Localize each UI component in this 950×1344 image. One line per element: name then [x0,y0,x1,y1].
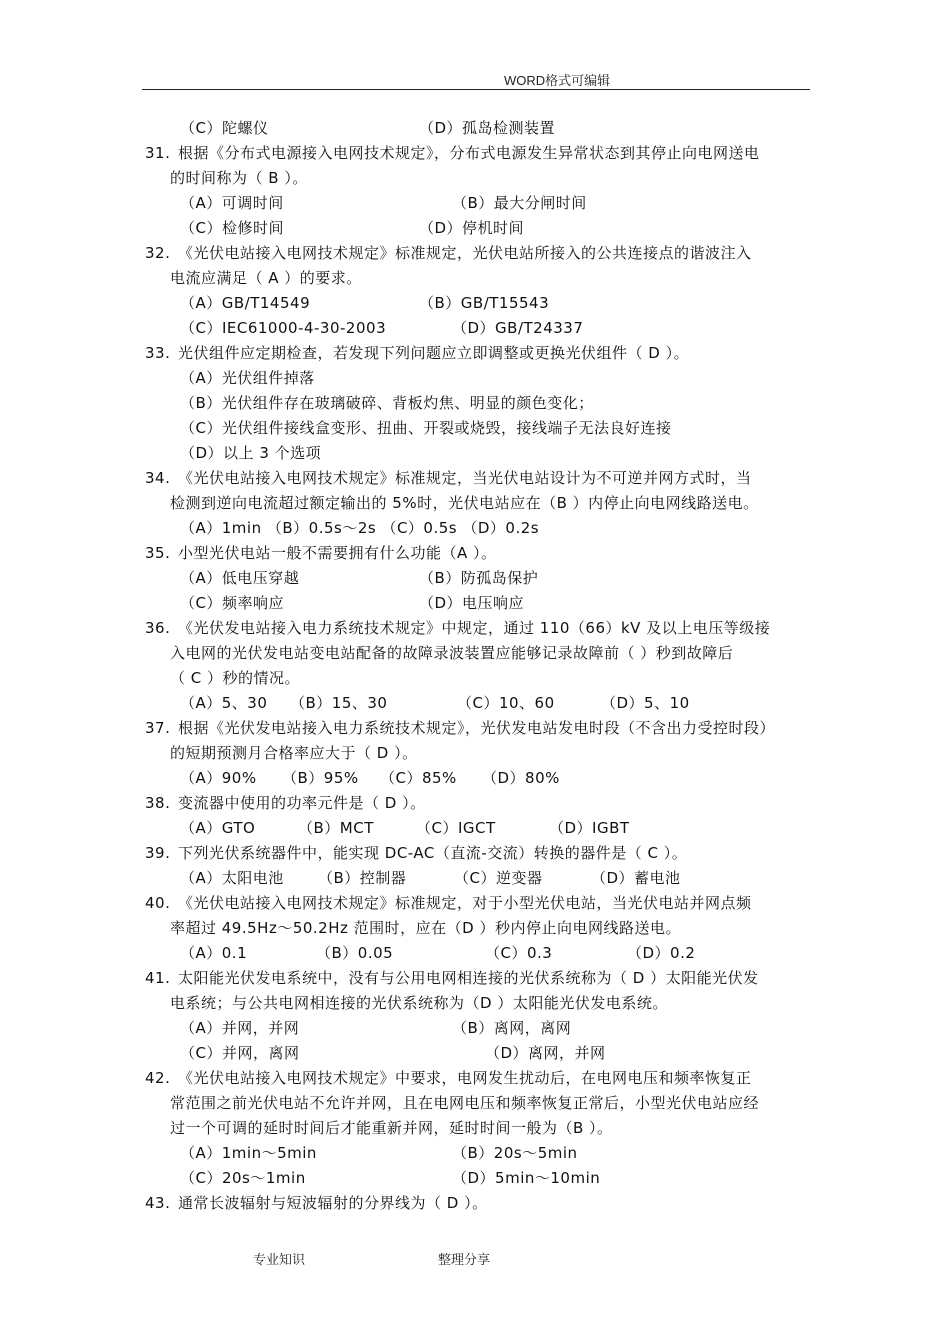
question-text: 《光伏电站接入电网技术规定》标准规定，对于小型光伏电站，当光伏电站并网点频 [178,894,752,912]
footer-right: 整理分享 [438,1253,491,1268]
option-d: （D）离网，并网 [485,1044,606,1062]
question-text-cont: 入电网的光伏发电站变电站配备的故障录波装置应能够记录故障前（ ）秒到故障后 [170,644,734,662]
option-a: （A）太阳电池 [180,869,284,887]
option-b: （B）光伏组件存在玻璃破碎、背板灼焦、明显的颜色变化； [180,394,594,412]
option-a: （A）并网，并网 [180,1019,300,1037]
question-text: 变流器中使用的功率元件是（ D ）。 [178,794,426,812]
option-d: （D）80% [482,769,560,787]
option-c: （C）20s～1min [180,1169,306,1187]
question-text-cont: 检测到逆向电流超过额定输出的 5%时，光伏电站应在（B ）内停止向电网线路送电。 [170,494,759,512]
question-text: 光伏组件应定期检查，若发现下列问题应立即调整或更换光伏组件（ D ）。 [178,344,690,362]
option-b: （B）最大分闸时间 [452,194,587,212]
option-b: （B）95% [282,769,359,787]
option-b: （B）控制器 [318,869,407,887]
option-d: （D）0.2 [627,944,696,962]
option-c: （C）光伏组件接线盒变形、扭曲、开裂或烧毁，接线端子无法良好连接 [180,419,672,437]
question-text-cont: 电流应满足（ A ）的要求。 [170,269,362,287]
option-b: （B）GB/T15543 [419,294,550,312]
question-text: 根据《光伏发电站接入电力系统技术规定》，光伏发电站发电时段（不含出力受控时段） [178,719,776,737]
option-d: （D）蓄电池 [591,869,681,887]
option-d: （D）GB/T24337 [452,319,584,337]
page-header [142,70,810,90]
question-text: 太阳能光伏发电系统中，没有与公用电网相连接的光伏系统称为（ D ）太阳能光伏发 [178,969,759,987]
option-a: （A）光伏组件掉落 [180,369,315,387]
question-text-cont: 常范围之前光伏电站不允许并网，且在电网电压和频率恢复正常后，小型光伏电站应经 [170,1094,760,1112]
option-c: （C）频率响应 [180,594,284,612]
question-number: 41. [145,969,171,987]
option-a: （A）1min～5min [180,1144,317,1162]
footer-left: 专业知识 [253,1253,306,1268]
option-a: （A）0.1 [180,944,248,962]
question-number: 39. [145,844,171,862]
option-a: （A）低电压穿越 [180,569,300,587]
question-text: 《光伏发电站接入电力系统技术规定》中规定，通过 110（66）kV 及以上电压等级接 [178,619,771,637]
question-text-cont: 电系统；与公共电网相连接的光伏系统称为（D ）太阳能光伏发电系统。 [170,994,668,1012]
option-b: （B）15、30 [290,694,388,712]
option-d: （D）5、10 [601,694,690,712]
question-number: 37. [145,719,171,737]
question-text: 通常长波辐射与短波辐射的分界线为（ D ）。 [178,1194,488,1212]
option-c: （C）陀螺仪 [180,119,269,137]
option-a: （A）90% [180,769,257,787]
question-text: 《光伏电站接入电网技术规定》标准规定，当光伏电站设计为不可逆并网方式时，当 [178,469,752,487]
question-number: 36. [145,619,171,637]
question-text-cont: 的短期预测月合格率应大于（ D ）。 [170,744,418,762]
question-number: 33. [145,344,171,362]
option-d: （D）停机时间 [419,219,525,237]
question-text-cont: （ C ）秒的情况。 [170,669,301,687]
question-number: 42. [145,1069,171,1087]
option-d: （D）孤岛检测装置 [419,119,556,137]
option-a: （A）GB/T14549 [180,294,311,312]
question-text: 下列光伏系统器件中，能实现 DC-AC（直流-交流）转换的器件是（ C ）。 [178,844,688,862]
options-row: （A）1min （B）0.5s～2s （C）0.5s （D）0.2s [180,519,540,537]
option-b: （B）防孤岛保护 [419,569,539,587]
question-number: 31. [145,144,171,162]
option-c: （C）并网，离网 [180,1044,300,1062]
header-text: WORD格式可编辑 [504,73,611,88]
option-a: （A）可调时间 [180,194,284,212]
question-number: 40. [145,894,171,912]
question-text: 根据《分布式电源接入电网技术规定》，分布式电源发生异常状态到其停止向电网送电 [178,144,760,162]
option-b: （B）离网，离网 [452,1019,572,1037]
option-d: （D）IGBT [549,819,630,837]
option-c: （C）IEC61000-4-30-2003 [180,319,387,337]
question-number: 35. [145,544,171,562]
question-text-cont: 过一个可调的延时时间后才能重新并网，延时时间一般为（B ）。 [170,1119,613,1137]
option-d: （D）以上 3 个选项 [180,444,322,462]
question-number: 38. [145,794,171,812]
question-number: 34. [145,469,171,487]
option-b: （B）MCT [298,819,374,837]
option-a: （A）5、30 [180,694,268,712]
option-d: （D）电压响应 [419,594,525,612]
option-b: （B）0.05 [316,944,394,962]
question-text-cont: 的时间称为（ B ）。 [170,169,308,187]
option-c: （C）检修时间 [180,219,284,237]
option-c: （C）0.3 [485,944,553,962]
option-d: （D）5min～10min [452,1169,601,1187]
option-a: （A）GTO [180,819,256,837]
option-c: （C）10、60 [457,694,555,712]
option-c: （C）IGCT [416,819,496,837]
question-text-cont: 率超过 49.5Hz～50.2Hz 范围时，应在（D ）秒内停止向电网线路送电。 [170,919,681,937]
question-text: 《光伏电站接入电网技术规定》中要求，电网发生扰动后，在电网电压和频率恢复正 [178,1069,752,1087]
option-c: （C）逆变器 [454,869,543,887]
question-number: 43. [145,1194,171,1212]
question-text: 小型光伏电站一般不需要拥有什么功能（A ）。 [178,544,497,562]
option-c: （C）85% [380,769,457,787]
question-number: 32. [145,244,171,262]
option-b: （B）20s～5min [452,1144,578,1162]
question-text: 《光伏电站接入电网技术规定》标准规定，光伏电站所接入的公共连接点的谐波注入 [178,244,752,262]
